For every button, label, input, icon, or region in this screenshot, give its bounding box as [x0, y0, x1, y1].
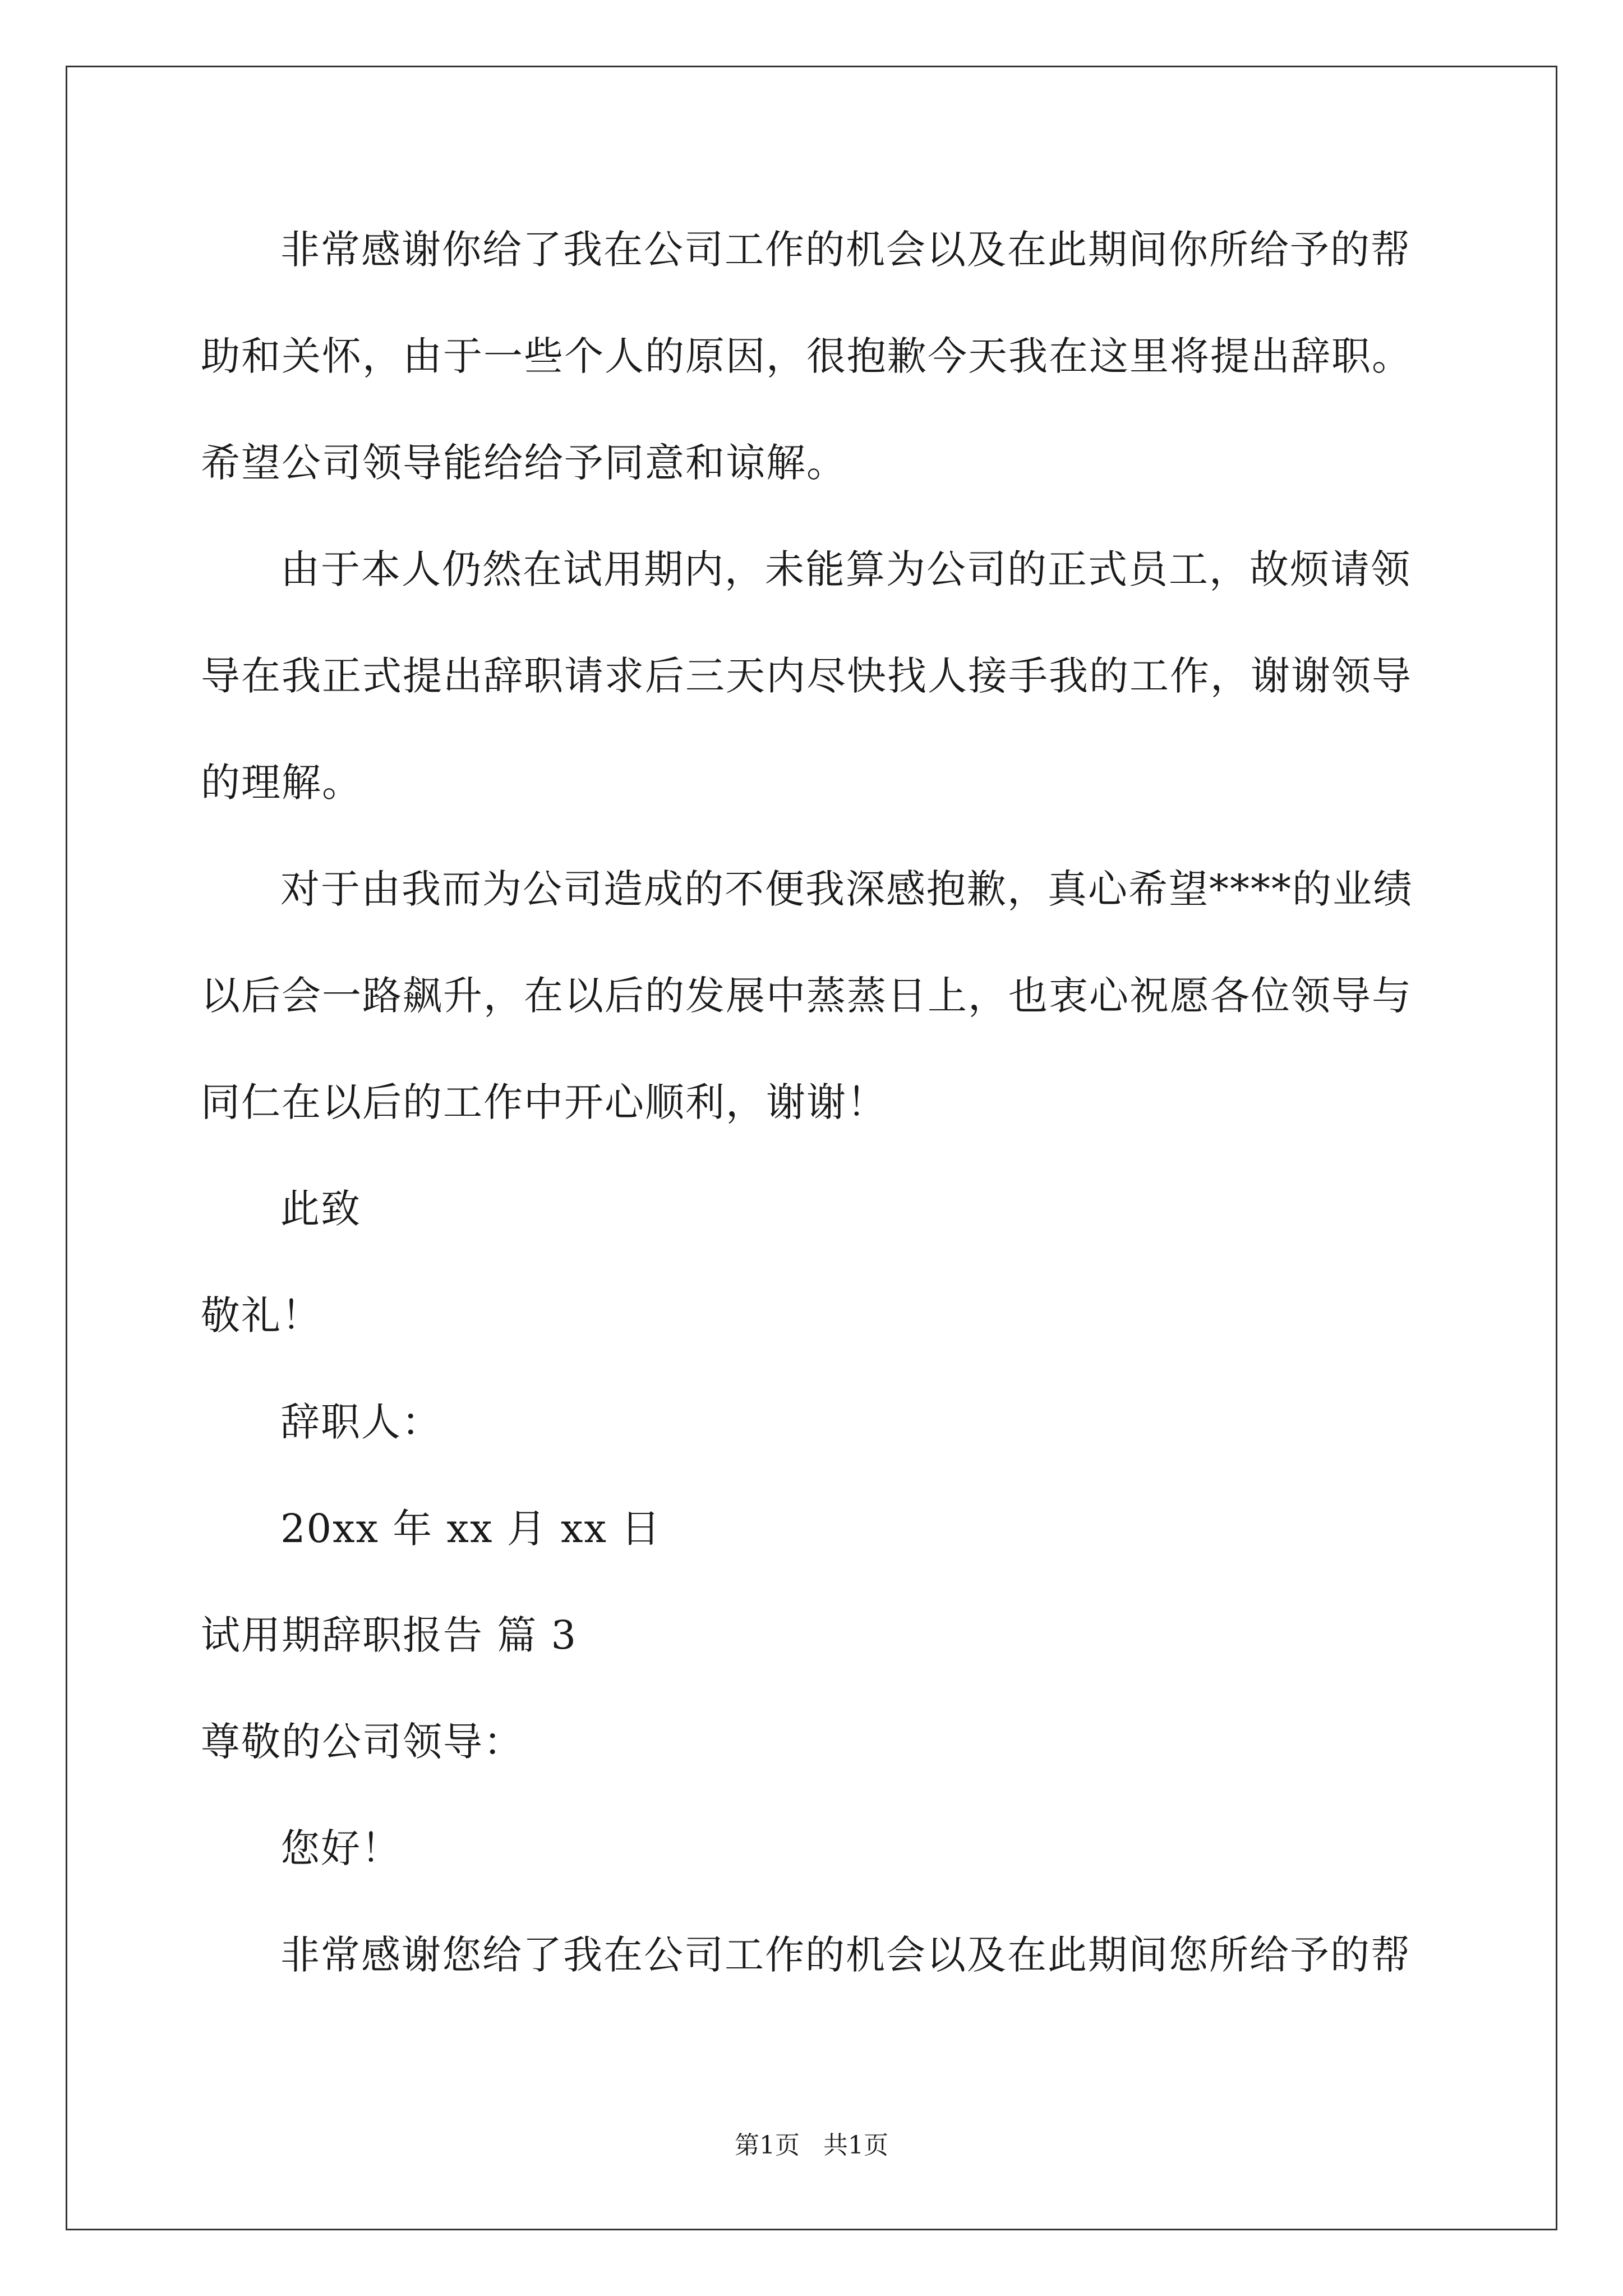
paragraph-2-line-1: 由于本人仍然在试用期内，未能算为公司的正式员工，故烦请领 — [280, 546, 1411, 592]
paragraph-1-line-2: 助和关怀，由于一些个人的原因，很抱歉今天我在这里将提出辞职。 — [201, 333, 1412, 379]
page-frame — [66, 66, 1557, 2230]
closing-regards: 敬礼！ — [201, 1292, 322, 1338]
paragraph-2-line-3: 的理解。 — [201, 760, 362, 806]
recipient-greeting: 尊敬的公司领导： — [201, 1719, 524, 1765]
section-title: 试用期辞职报告 篇 3 — [201, 1612, 578, 1658]
paragraph-3-line-3: 同仁在以后的工作中开心顺利，谢谢！ — [201, 1079, 887, 1125]
paragraph-2-line-2: 导在我正式提出辞职请求后三天内尽快找人接手我的工作，谢谢领导 — [201, 653, 1412, 699]
page-footer: 第1页 共1页 — [735, 2131, 888, 2160]
paragraph-1-line-3: 希望公司领导能给给予同意和谅解。 — [201, 440, 847, 486]
paragraph-1-line-1: 非常感谢你给了我在公司工作的机会以及在此期间你所给予的帮 — [280, 227, 1411, 273]
signature-label: 辞职人： — [280, 1399, 442, 1445]
paragraph-3-line-1: 对于由我而为公司造成的不便我深感抱歉，真心希望****的业绩 — [280, 866, 1413, 912]
date-line: 20xx 年 xx 月 xx 日 — [280, 1506, 662, 1552]
paragraph-3-line-2: 以后会一路飙升，在以后的发展中蒸蒸日上，也衷心祝愿各位领导与 — [201, 973, 1412, 1019]
hello-line: 您好！ — [280, 1825, 402, 1871]
closing-salutation: 此致 — [280, 1186, 361, 1232]
paragraph-4-line-1: 非常感谢您给了我在公司工作的机会以及在此期间您所给予的帮 — [280, 1932, 1411, 1978]
